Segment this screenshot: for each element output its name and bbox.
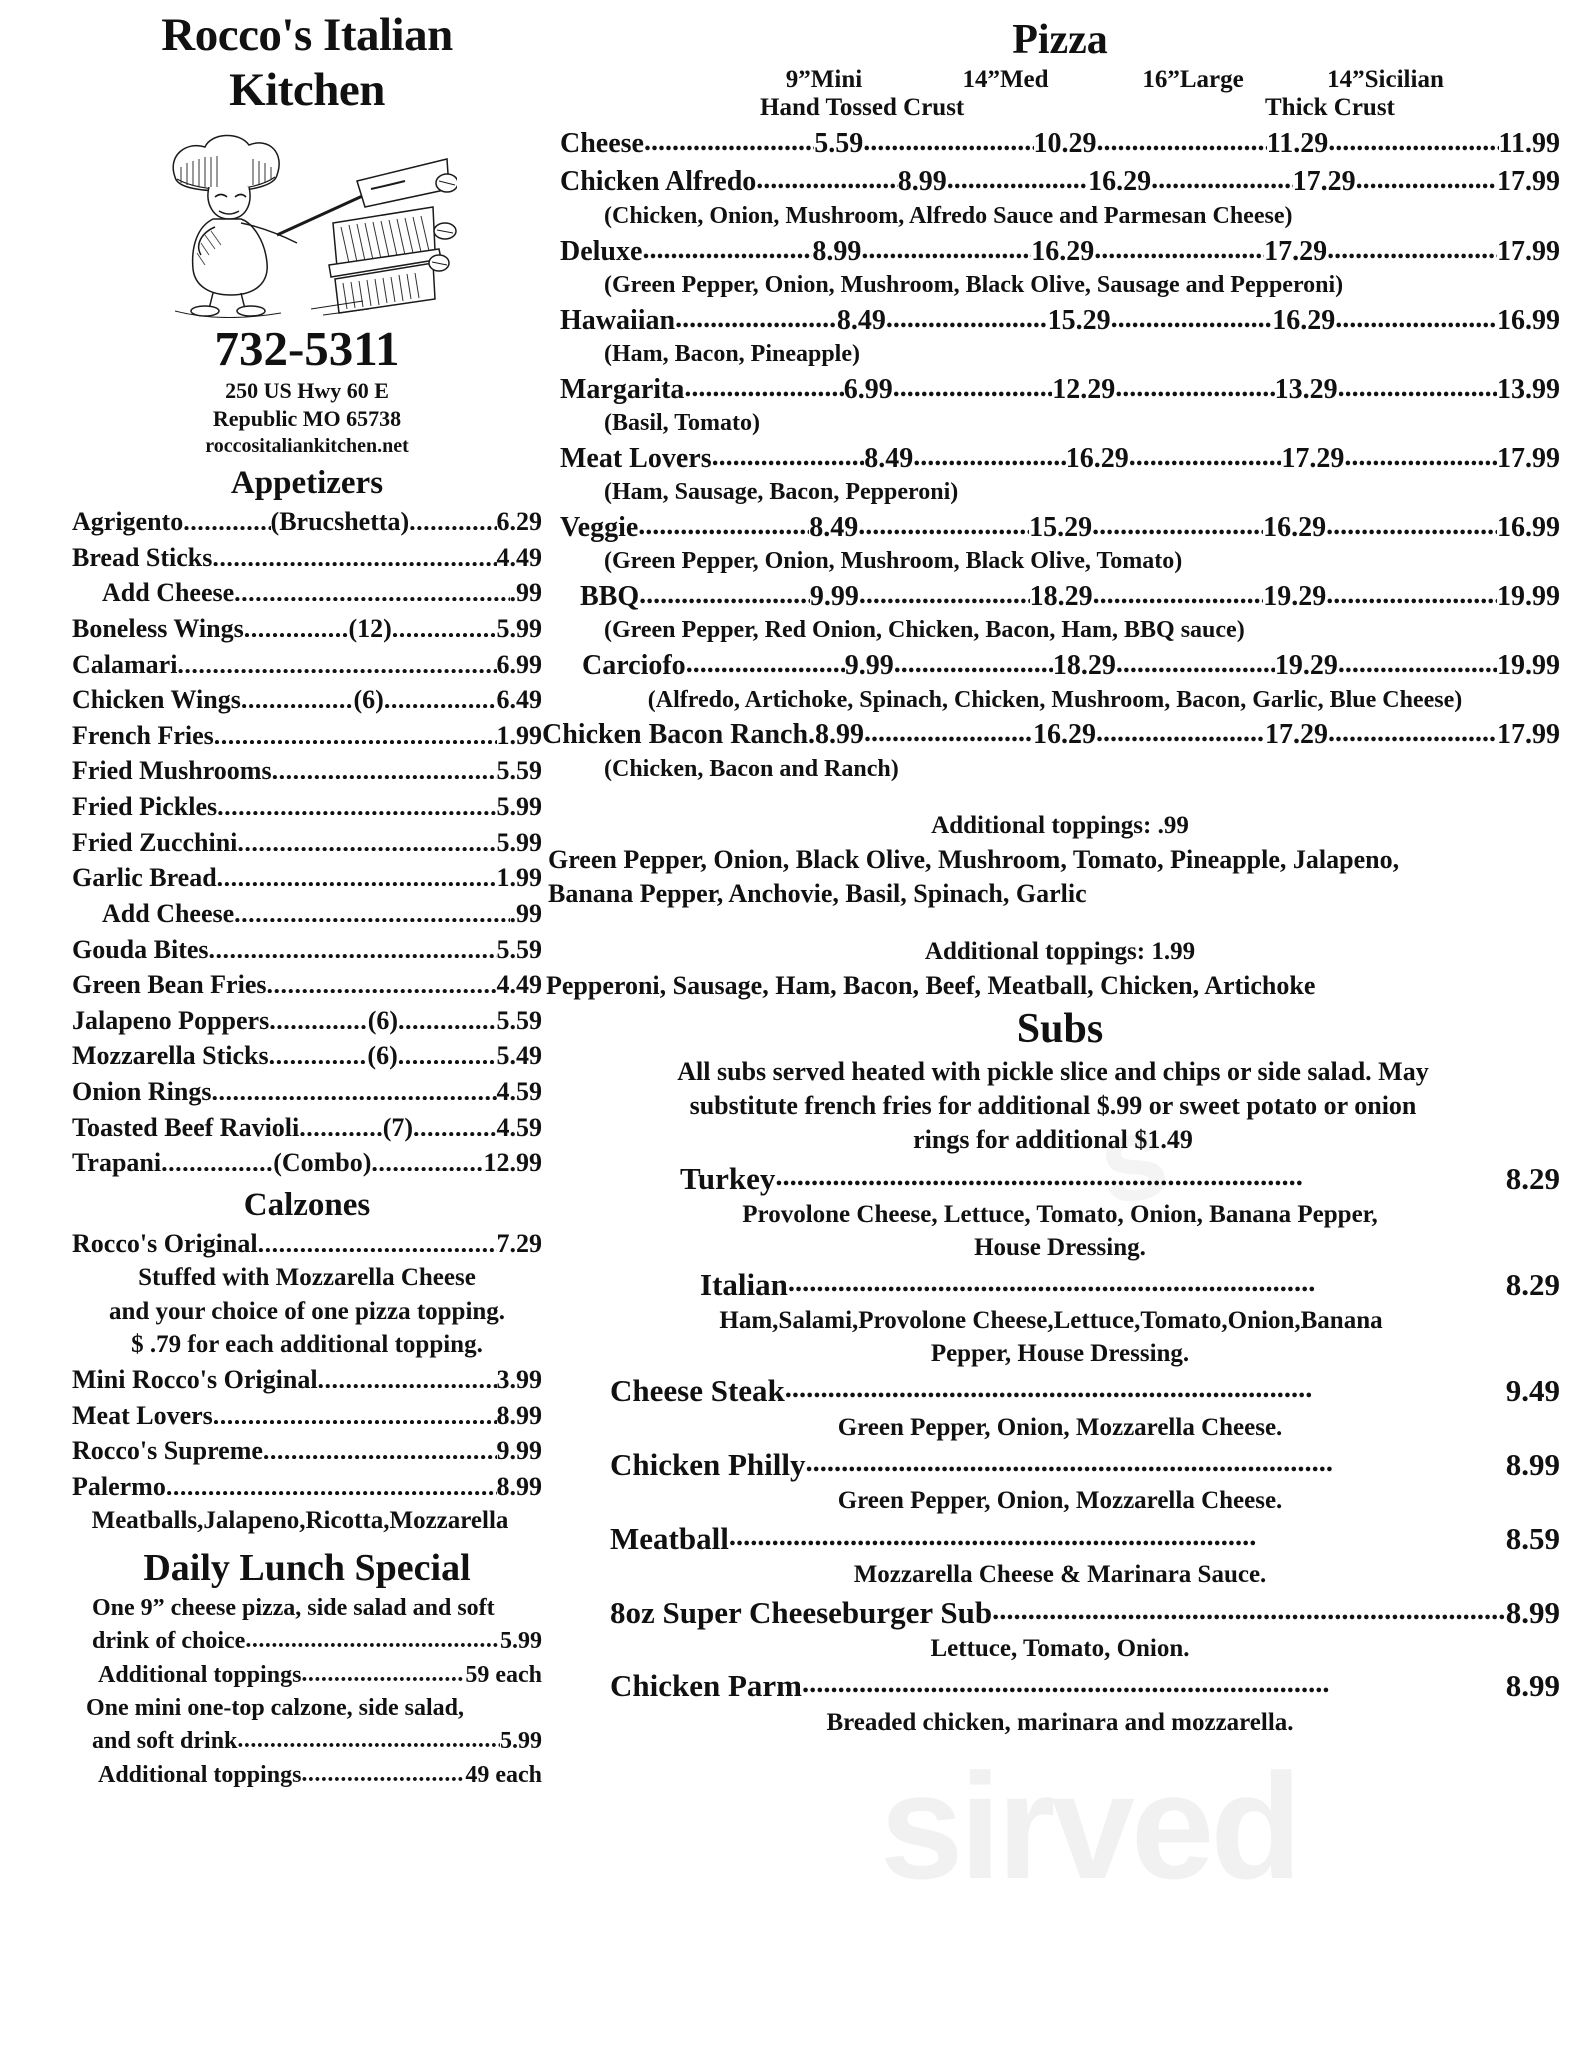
item-name: drink of choice bbox=[92, 1628, 246, 1654]
item-price: 6.49 bbox=[496, 685, 542, 715]
item-qty: (6) bbox=[367, 1041, 398, 1071]
leader-dots bbox=[398, 1003, 497, 1029]
item-name: Agrigento bbox=[72, 507, 184, 537]
item-name: Chicken Wings bbox=[72, 685, 241, 715]
price-large: 17.29 bbox=[1281, 442, 1345, 474]
sub-name: Meatball bbox=[610, 1520, 729, 1556]
price-med: 18.29 bbox=[1052, 650, 1116, 682]
price-mini: 5.59 bbox=[814, 128, 864, 159]
pizza-row bbox=[560, 301, 1560, 339]
toppings-99-title: Additional toppings: .99 bbox=[931, 812, 1189, 840]
leader-dots bbox=[258, 1226, 497, 1252]
leader-dots bbox=[913, 439, 1066, 467]
item-price: 5.59 bbox=[496, 756, 542, 786]
subs-list bbox=[560, 1158, 1560, 1740]
sub-row bbox=[560, 1665, 1560, 1706]
sub-name: Chicken Parm bbox=[610, 1668, 803, 1704]
item-name: Gouda Bites bbox=[72, 934, 209, 964]
leader-dots bbox=[166, 1469, 497, 1495]
sub-description: Breaded chicken, marinara and mozzarella. bbox=[826, 1708, 1294, 1736]
price-sicilian: 19.99 bbox=[1497, 650, 1560, 682]
sub-row bbox=[560, 1592, 1560, 1633]
leader-dots bbox=[686, 646, 845, 674]
sirved-watermark-mark: s bbox=[1090, 1088, 1173, 1230]
pizza-row bbox=[560, 508, 1560, 546]
pizza-size-headers bbox=[560, 66, 1560, 94]
leader-dots bbox=[237, 825, 496, 851]
sub-name: Chicken Philly bbox=[610, 1447, 806, 1483]
sub-description: Green Pepper, Onion, Mozzarella Cheese. bbox=[837, 1487, 1283, 1515]
subs-intro-line-3: rings for additional $1.49 bbox=[913, 1125, 1193, 1155]
pizza-row bbox=[560, 232, 1560, 270]
appetizers-list bbox=[72, 504, 542, 1181]
price-med: 18.29 bbox=[1029, 581, 1093, 613]
price-mini: 9.99 bbox=[844, 650, 894, 682]
website-url[interactable]: roccositaliankitchen.net bbox=[205, 435, 409, 458]
item-name: Fried Mushrooms bbox=[72, 756, 272, 786]
sub-price: 8.59 bbox=[1505, 1520, 1560, 1556]
leader-dots bbox=[237, 1724, 500, 1748]
leader-dots bbox=[234, 575, 509, 601]
item-price: 12.99 bbox=[483, 1148, 543, 1178]
leader-dots bbox=[263, 1433, 497, 1459]
item-price: 4.49 bbox=[496, 970, 542, 1000]
leader-dots bbox=[729, 1518, 1506, 1549]
item-price: 6.99 bbox=[496, 649, 542, 679]
leader-dots bbox=[1326, 508, 1497, 536]
item-name: and soft drink bbox=[92, 1727, 238, 1754]
lunch-special-list bbox=[72, 1592, 542, 1792]
item-name: Mozzarella Sticks bbox=[72, 1041, 269, 1071]
item-name: Meat Lovers bbox=[72, 1400, 213, 1430]
leader-dots bbox=[234, 896, 509, 922]
item-price: 1.99 bbox=[496, 720, 542, 750]
palermo-description: Meatballs,Jalapeno,Ricotta,Mozzarella bbox=[91, 1507, 509, 1535]
leader-dots bbox=[213, 1398, 497, 1424]
size-header-mini: 9”Mini bbox=[785, 66, 863, 93]
leader-dots bbox=[409, 504, 496, 530]
item-price: 9.99 bbox=[496, 1436, 542, 1466]
price-large: 16.29 bbox=[1263, 511, 1327, 543]
sirved-watermark: sirved bbox=[880, 1742, 1298, 1910]
sub-price: 8.29 bbox=[1505, 1267, 1560, 1302]
price-large: 11.29 bbox=[1266, 128, 1329, 159]
leader-dots bbox=[1327, 232, 1497, 260]
brand-line-1: Rocco's Italian bbox=[161, 9, 453, 61]
price-med: 15.29 bbox=[1029, 511, 1093, 543]
item-name: Mini Rocco's Original bbox=[72, 1364, 318, 1394]
sub-description: House Dressing. bbox=[974, 1233, 1146, 1261]
item-price: 5.59 bbox=[496, 934, 542, 964]
item-name: Rocco's Original bbox=[72, 1228, 258, 1258]
leader-dots bbox=[775, 1158, 1505, 1189]
pizza-name: Chicken Alfredo bbox=[560, 166, 757, 198]
item-price: 5.99 bbox=[500, 1628, 542, 1654]
item-price: 49 each bbox=[465, 1761, 542, 1788]
leader-dots bbox=[644, 124, 814, 152]
sub-row bbox=[560, 1264, 1560, 1305]
lunch-special-heading: Daily Lunch Special bbox=[143, 1546, 471, 1589]
pizza-description: (Chicken, Onion, Mushroom, Alfredo Sauce and Parmesan Cheese) bbox=[604, 202, 1293, 229]
price-mini: 9.99 bbox=[809, 581, 859, 613]
sub-name: 8oz Super Cheeseburger Sub bbox=[610, 1594, 993, 1630]
size-header-large: 16”Large bbox=[1142, 66, 1244, 93]
item-price: 4.59 bbox=[496, 1076, 542, 1106]
item-name: Onion Rings bbox=[72, 1076, 212, 1106]
leader-dots bbox=[1335, 301, 1497, 329]
leader-dots bbox=[217, 860, 497, 886]
item-qty: (7) bbox=[382, 1112, 414, 1142]
item-name: French Fries bbox=[72, 720, 214, 750]
sub-row bbox=[560, 1518, 1560, 1559]
leader-dots bbox=[639, 577, 810, 605]
price-mini: 6.99 bbox=[843, 373, 893, 405]
price-mini: 8.99 bbox=[815, 719, 865, 751]
leader-dots bbox=[1111, 301, 1273, 329]
item-price: 5.59 bbox=[496, 1005, 543, 1035]
item-name: Add Cheese bbox=[102, 578, 235, 608]
sub-price: 8.99 bbox=[1505, 1668, 1560, 1704]
pizza-description: (Ham, Sausage, Bacon, Pepperoni) bbox=[604, 479, 959, 506]
lunch-line-2: One mini one-top calzone, side salad, bbox=[86, 1694, 465, 1721]
calzones-list bbox=[72, 1226, 542, 1538]
leader-dots bbox=[301, 1758, 465, 1782]
pizza-description: (Ham, Bacon, Pineapple) bbox=[604, 341, 860, 367]
sub-row bbox=[560, 1444, 1560, 1485]
leader-dots bbox=[1344, 439, 1497, 467]
pizza-list bbox=[542, 124, 1561, 784]
left-column bbox=[72, 8, 542, 1792]
item-name: Bread Sticks bbox=[72, 542, 213, 572]
item-price: 8.99 bbox=[496, 1400, 542, 1430]
leader-dots bbox=[712, 439, 865, 467]
leader-dots bbox=[864, 715, 1033, 743]
leader-dots bbox=[858, 508, 1029, 536]
leader-dots bbox=[177, 647, 496, 673]
sub-name: Turkey bbox=[680, 1160, 776, 1196]
pizza-row bbox=[560, 439, 1560, 477]
leader-dots bbox=[886, 301, 1048, 329]
leader-dots bbox=[806, 1444, 1506, 1475]
pizza-row bbox=[560, 162, 1560, 200]
price-sicilian: 16.99 bbox=[1497, 304, 1561, 336]
price-large: 17.29 bbox=[1292, 166, 1356, 198]
leader-dots bbox=[1338, 370, 1497, 398]
toppings-99-line-2: Banana Pepper, Anchovie, Basil, Spinach, Garlic bbox=[548, 878, 1087, 908]
leader-dots bbox=[1094, 232, 1264, 260]
leader-dots bbox=[1328, 715, 1497, 743]
pizza-row bbox=[542, 715, 1560, 753]
sub-description: Lettuce, Tomato, Onion. bbox=[930, 1634, 1190, 1662]
price-med: 15.29 bbox=[1047, 304, 1111, 336]
pizza-row bbox=[560, 577, 1560, 615]
address-line-1: 250 US Hwy 60 E bbox=[225, 377, 389, 403]
leader-dots bbox=[1115, 370, 1274, 398]
item-qty: (6) bbox=[353, 685, 384, 715]
item-name: Add Cheese bbox=[102, 898, 235, 928]
appetizers-heading: Appetizers bbox=[230, 465, 384, 502]
sub-description: Ham,Salami,Provolone Cheese,Lettuce,Tomato,Onion,Banana bbox=[719, 1307, 1383, 1335]
price-med: 16.29 bbox=[1088, 166, 1152, 198]
subs-heading: Subs bbox=[1016, 1005, 1104, 1052]
leader-dots bbox=[859, 577, 1030, 605]
pizza-name: Margarita bbox=[560, 373, 685, 405]
size-header-sicilian: 14”Sicilian bbox=[1327, 66, 1444, 93]
toppings-199-line-1: Pepperoni, Sausage, Ham, Bacon, Beef, Meatball, Chicken, Artichoke bbox=[546, 970, 1316, 1000]
sub-price: 8.99 bbox=[1505, 1594, 1560, 1630]
toppings-199-title: Additional toppings: 1.99 bbox=[924, 938, 1196, 966]
leader-dots bbox=[1356, 162, 1497, 190]
leader-dots bbox=[269, 1038, 368, 1064]
price-large: 17.29 bbox=[1264, 235, 1328, 267]
pizza-name: Carciofo bbox=[582, 650, 686, 682]
leader-dots bbox=[1338, 646, 1497, 674]
subs-intro-line-2: substitute french fries for additional $.99 or sweet potato or onion bbox=[689, 1091, 1417, 1121]
item-price: .99 bbox=[509, 898, 542, 928]
leader-dots bbox=[318, 1362, 497, 1388]
leader-dots bbox=[1328, 124, 1498, 152]
leader-dots bbox=[1093, 577, 1264, 605]
sub-price: 9.49 bbox=[1505, 1373, 1560, 1409]
item-name: Fried Pickles bbox=[72, 792, 218, 822]
sub-price: 8.99 bbox=[1505, 1447, 1560, 1483]
leader-dots bbox=[183, 504, 270, 530]
pizza-name: Meat Lovers bbox=[560, 442, 712, 474]
leader-dots bbox=[1092, 508, 1263, 536]
price-large: 19.29 bbox=[1263, 581, 1327, 613]
sub-name: Cheese Steak bbox=[610, 1373, 785, 1409]
leader-dots bbox=[947, 162, 1088, 190]
leader-dots bbox=[301, 1658, 465, 1682]
phone-number[interactable]: 732-5311 bbox=[214, 320, 400, 376]
leader-dots bbox=[212, 540, 496, 566]
leader-dots bbox=[209, 932, 497, 958]
price-sicilian: 17.99 bbox=[1497, 166, 1561, 198]
item-price: 1.99 bbox=[496, 863, 542, 893]
sub-description: Green Pepper, Onion, Mozzarella Cheese. bbox=[837, 1413, 1283, 1441]
price-med: 12.29 bbox=[1052, 373, 1116, 405]
pizza-description: (Chicken, Bacon and Ranch) bbox=[604, 755, 899, 782]
leader-dots bbox=[392, 611, 497, 637]
price-large: 16.29 bbox=[1272, 304, 1336, 336]
sub-row bbox=[560, 1370, 1560, 1411]
leader-dots bbox=[371, 1145, 483, 1171]
calzones-heading: Calzones bbox=[243, 1186, 371, 1223]
price-sicilian: 17.99 bbox=[1497, 719, 1560, 751]
pizza-row bbox=[560, 646, 1560, 684]
pizza-name: Chicken Bacon Ranch. bbox=[542, 719, 816, 751]
price-med: 16.29 bbox=[1033, 719, 1097, 751]
sub-description: Pepper, House Dressing. bbox=[930, 1339, 1190, 1367]
item-name: Calamari bbox=[72, 649, 178, 679]
leader-dots bbox=[299, 1110, 382, 1136]
item-qty: (6) bbox=[367, 1005, 399, 1035]
pizza-row bbox=[560, 124, 1560, 162]
pizza-name: BBQ bbox=[580, 581, 640, 613]
item-qty: (Brucshetta) bbox=[270, 507, 410, 537]
brand-title bbox=[72, 8, 542, 119]
pizza-description: (Alfredo, Artichoke, Spinach, Chicken, Mushroom, Bacon, Garlic, Blue Cheese) bbox=[647, 686, 1463, 713]
item-name: Jalapeno Poppers bbox=[72, 1005, 270, 1035]
item-price: 5.99 bbox=[496, 827, 542, 857]
crust-thick-label: Thick Crust bbox=[1265, 94, 1395, 121]
calzone-note-line-1: Stuffed with Mozzarella Cheese bbox=[138, 1264, 476, 1292]
item-name: Toasted Beef Ravioli bbox=[72, 1112, 300, 1142]
price-sicilian: 16.99 bbox=[1496, 511, 1560, 543]
item-price: 7.29 bbox=[496, 1228, 542, 1258]
item-price: 4.59 bbox=[496, 1112, 542, 1142]
item-name: Trapani bbox=[72, 1148, 162, 1178]
price-med: 16.29 bbox=[1065, 442, 1129, 474]
leader-dots bbox=[384, 682, 497, 708]
item-name: Additional toppings bbox=[98, 1761, 302, 1788]
leader-dots bbox=[785, 1370, 1506, 1401]
price-sicilian: 13.99 bbox=[1497, 373, 1561, 405]
calzone-note-line-3: $ .79 for each additional topping. bbox=[131, 1331, 483, 1359]
price-sicilian: 11.99 bbox=[1498, 128, 1560, 159]
leader-dots bbox=[992, 1592, 1506, 1623]
item-name: Boneless Wings bbox=[72, 614, 244, 644]
item-price: 5.99 bbox=[500, 1727, 542, 1754]
price-mini: 8.99 bbox=[897, 166, 947, 198]
price-sicilian: 19.99 bbox=[1497, 581, 1561, 613]
item-price: 8.99 bbox=[496, 1471, 542, 1501]
price-mini: 8.99 bbox=[812, 235, 862, 267]
pizza-description: (Green Pepper, Red Onion, Chicken, Bacon, Ham, BBQ sauce) bbox=[604, 617, 1245, 644]
chef-with-pizza-peel-icon bbox=[157, 123, 457, 318]
leader-dots bbox=[893, 370, 1052, 398]
pizza-description: (Green Pepper, Onion, Mushroom, Black Olive, Sausage and Pepperoni) bbox=[604, 271, 1344, 298]
leader-dots bbox=[269, 1003, 368, 1029]
pizza-description: (Basil, Tomato) bbox=[604, 410, 761, 437]
sub-row bbox=[560, 1158, 1560, 1199]
crust-hand-tossed-label: Hand Tossed Crust bbox=[760, 94, 965, 121]
pizza-name: Hawaiian bbox=[560, 304, 676, 336]
leader-dots bbox=[1097, 124, 1267, 152]
leader-dots bbox=[1326, 577, 1497, 605]
item-name: Rocco's Supreme bbox=[72, 1436, 263, 1466]
item-price: 5.99 bbox=[496, 792, 542, 822]
item-name: Additional toppings bbox=[98, 1661, 302, 1688]
leader-dots bbox=[675, 301, 837, 329]
price-large: 13.29 bbox=[1274, 373, 1338, 405]
price-mini: 8.49 bbox=[836, 304, 886, 336]
leader-dots bbox=[894, 646, 1053, 674]
leader-dots bbox=[863, 124, 1033, 152]
leader-dots bbox=[244, 611, 349, 637]
leader-dots bbox=[266, 967, 496, 993]
price-sicilian: 17.99 bbox=[1497, 235, 1560, 267]
leader-dots bbox=[802, 1665, 1506, 1696]
right-column bbox=[542, 8, 1561, 1739]
price-large: 19.29 bbox=[1274, 650, 1338, 682]
item-price: 5.49 bbox=[496, 1041, 542, 1071]
leader-dots bbox=[1096, 715, 1265, 743]
leader-dots bbox=[214, 718, 497, 744]
leader-dots bbox=[161, 1145, 273, 1171]
sub-description: Provolone Cheese, Lettuce, Tomato, Onion, Banana Pepper, bbox=[742, 1201, 1378, 1228]
item-name: Garlic Bread bbox=[72, 863, 217, 893]
leader-dots bbox=[684, 370, 843, 398]
price-med: 10.29 bbox=[1033, 128, 1097, 159]
leader-dots bbox=[788, 1264, 1506, 1295]
item-price: 5.99 bbox=[496, 614, 543, 644]
item-name: Fried Zucchini bbox=[72, 827, 238, 857]
pizza-row bbox=[560, 370, 1560, 408]
item-name: Green Bean Fries bbox=[72, 970, 267, 1000]
pizza-name: Deluxe bbox=[560, 235, 643, 267]
sub-name: Italian bbox=[700, 1267, 788, 1302]
leader-dots bbox=[398, 1038, 497, 1064]
leader-dots bbox=[756, 162, 897, 190]
item-price: 6.29 bbox=[496, 507, 542, 537]
sub-price: 8.29 bbox=[1505, 1160, 1560, 1196]
leader-dots bbox=[211, 1074, 496, 1100]
price-med: 16.29 bbox=[1031, 235, 1095, 267]
leader-dots bbox=[272, 753, 497, 779]
size-header-med: 14”Med bbox=[962, 66, 1049, 93]
price-sicilian: 17.99 bbox=[1496, 442, 1560, 474]
leader-dots bbox=[217, 789, 496, 815]
pizza-name: Cheese bbox=[560, 128, 644, 159]
leader-dots bbox=[1129, 439, 1282, 467]
sub-description: Mozzarella Cheese & Marinara Sauce. bbox=[853, 1561, 1267, 1589]
item-price: 4.49 bbox=[496, 542, 542, 572]
address-line-2: Republic MO 65738 bbox=[212, 406, 402, 432]
item-price: .99 bbox=[509, 578, 542, 608]
item-price: 3.99 bbox=[496, 1364, 542, 1394]
leader-dots bbox=[1151, 162, 1292, 190]
item-price: 59 each bbox=[465, 1661, 542, 1688]
item-qty: (Combo) bbox=[273, 1148, 372, 1178]
pizza-crust-headers bbox=[560, 94, 1560, 124]
leader-dots bbox=[245, 1624, 500, 1648]
leader-dots bbox=[1116, 646, 1275, 674]
pizza-description: (Green Pepper, Onion, Mushroom, Black Olive, Tomato) bbox=[604, 548, 1183, 575]
item-name: Palermo bbox=[72, 1471, 166, 1501]
pizza-name: Veggie bbox=[560, 511, 639, 543]
leader-dots bbox=[642, 232, 812, 260]
leader-dots bbox=[861, 232, 1031, 260]
leader-dots bbox=[638, 508, 809, 536]
leader-dots bbox=[413, 1110, 496, 1136]
brand-line-2: Kitchen bbox=[229, 64, 385, 117]
subs-intro-line-1: All subs served heated with pickle slice and chips or side salad. May bbox=[677, 1056, 1429, 1086]
calzone-note-line-2: and your choice of one pizza topping. bbox=[108, 1297, 506, 1325]
price-large: 17.29 bbox=[1265, 719, 1329, 751]
leader-dots bbox=[241, 682, 354, 708]
pizza-heading: Pizza bbox=[1012, 17, 1108, 63]
price-mini: 8.49 bbox=[864, 442, 914, 474]
item-qty: (12) bbox=[348, 614, 392, 644]
lunch-line-1: One 9” cheese pizza, side salad and soft bbox=[92, 1594, 495, 1621]
price-mini: 8.49 bbox=[809, 511, 859, 543]
toppings-99-line-1: Green Pepper, Onion, Black Olive, Mushroom, Tomato, Pineapple, Jalapeno, bbox=[548, 844, 1400, 874]
